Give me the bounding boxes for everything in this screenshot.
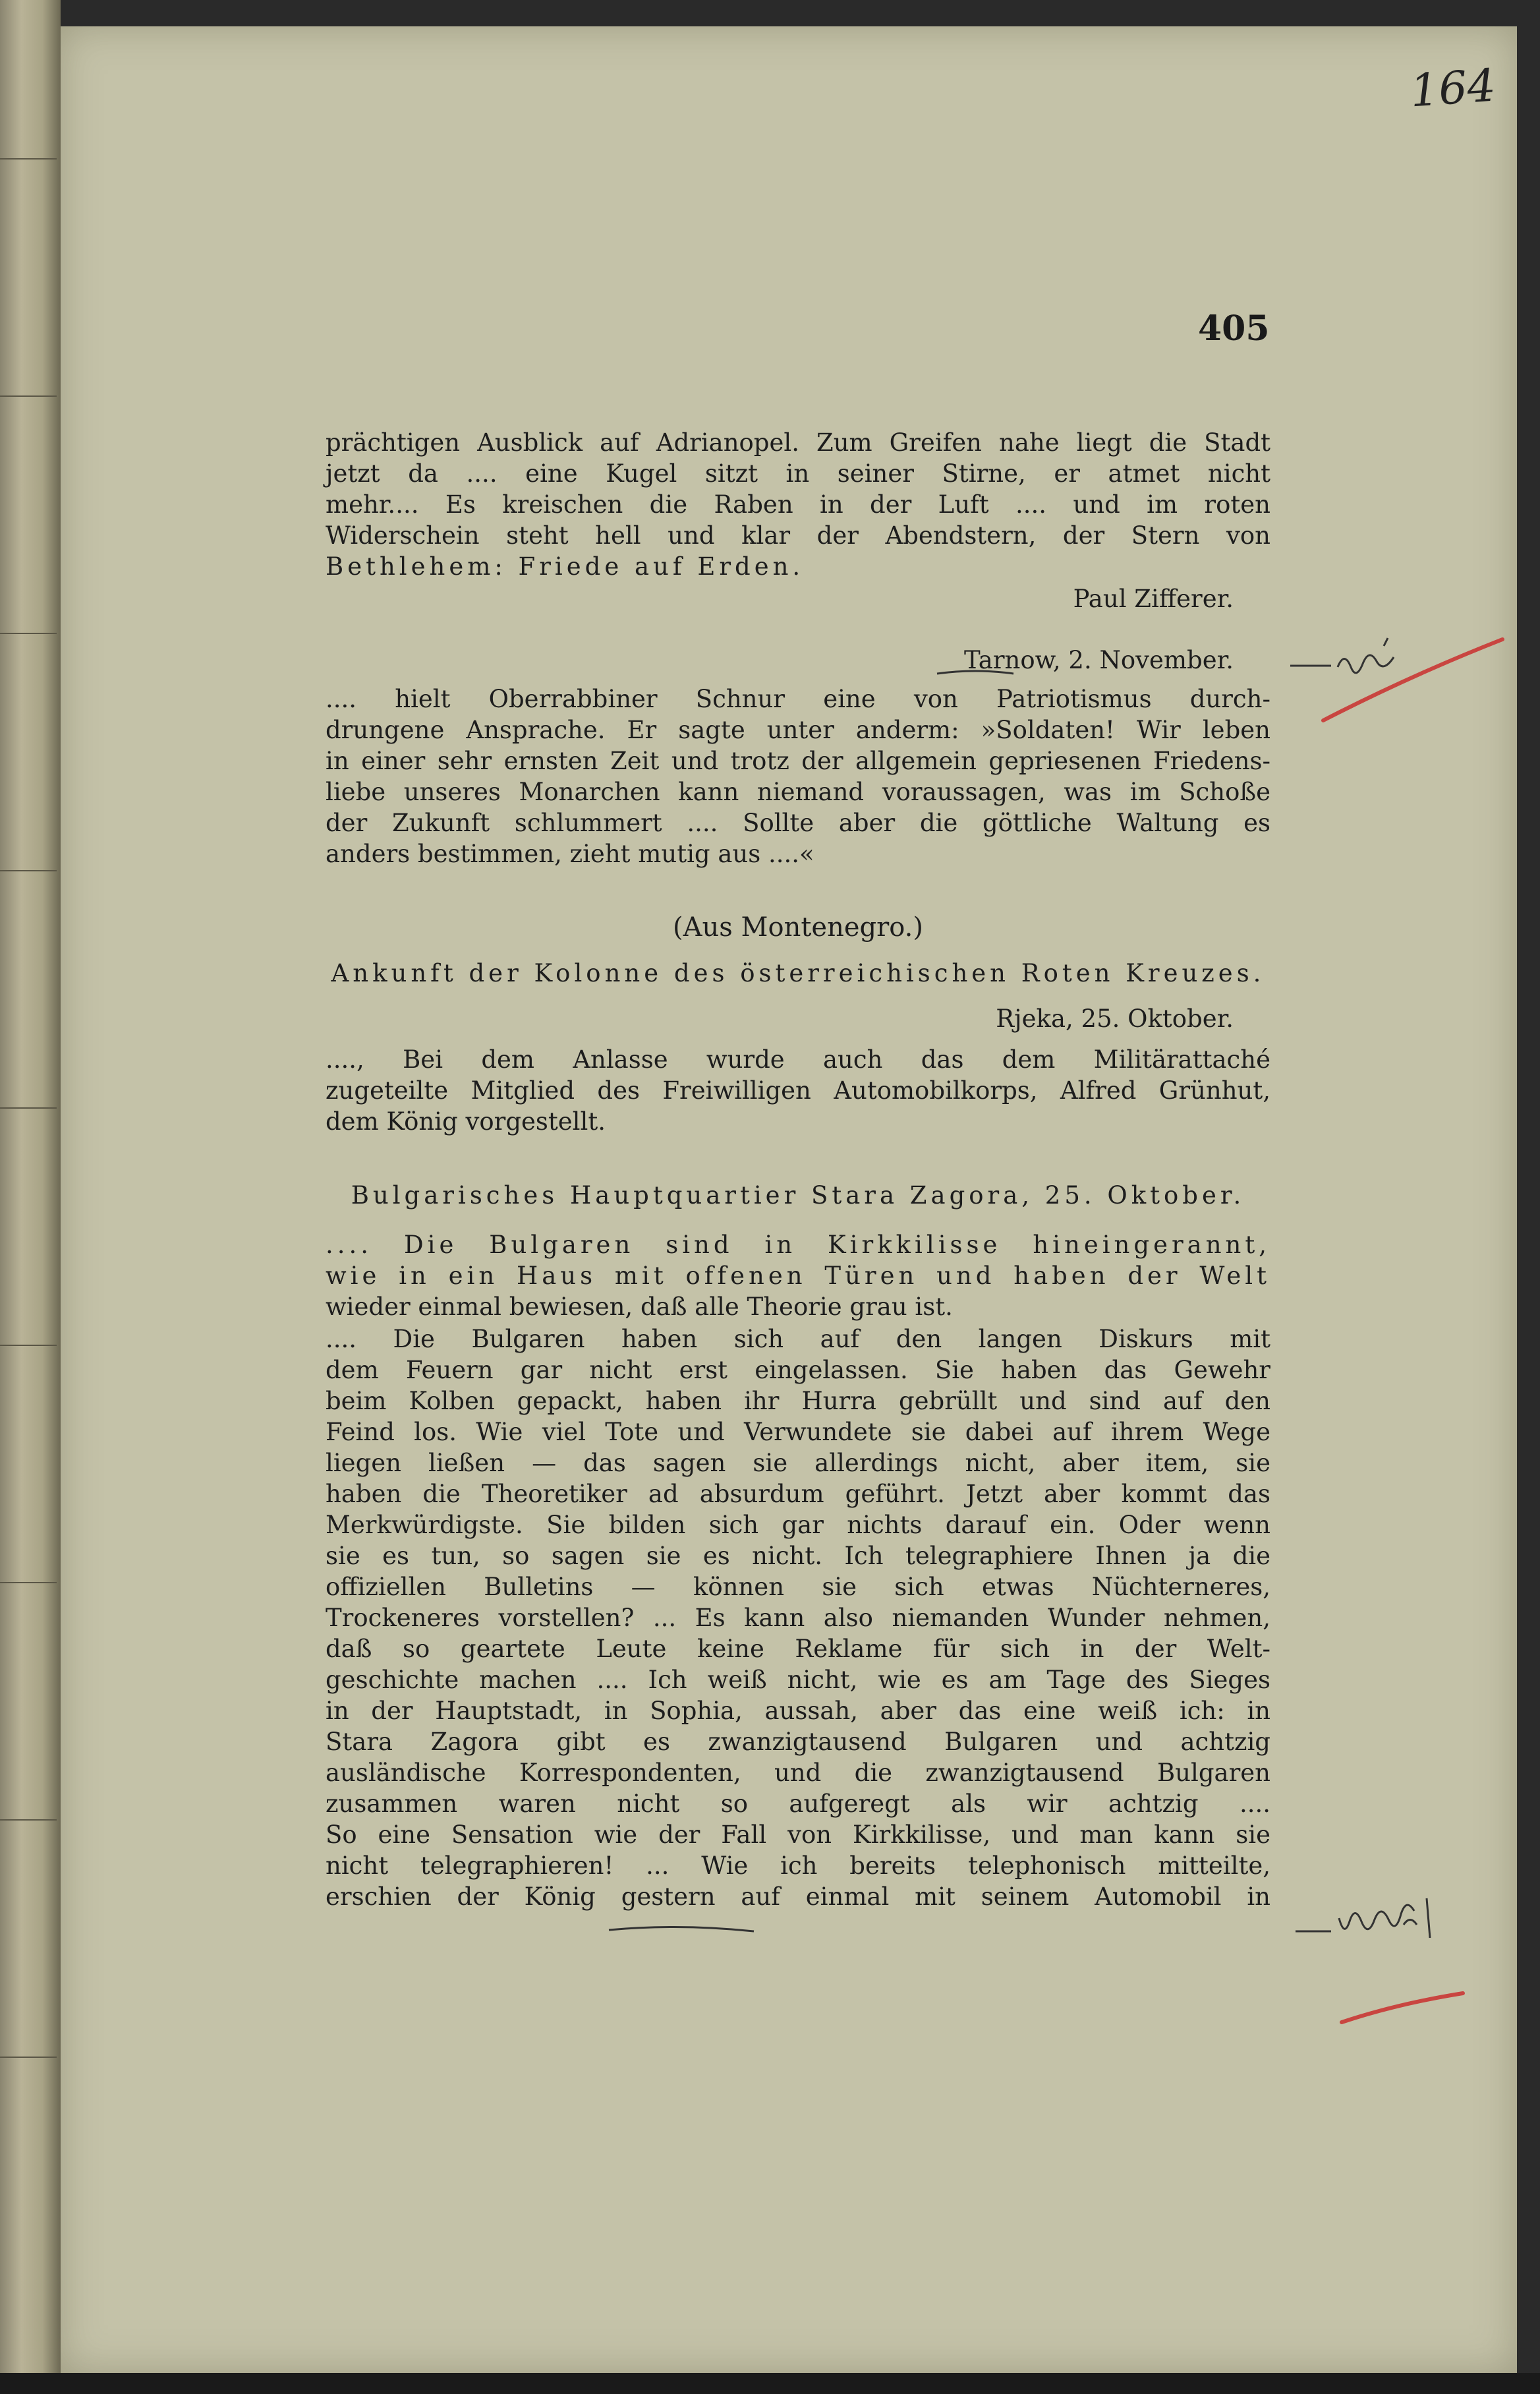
text-line: mehr.... Es kreischen die Raben in der Luft .... und im roten bbox=[326, 490, 1270, 519]
text-line: prächtigen Ausblick auf Adrianopel. Zum Greifen nahe liegt die Stadt bbox=[326, 428, 1270, 457]
text-line: sie es tun, so sagen sie es nicht. Ich telegraphiere Ihnen ja die bbox=[326, 1542, 1270, 1570]
red-pencil-stroke-icon bbox=[1318, 636, 1509, 728]
book-binding-edge bbox=[0, 0, 61, 2394]
dateline-rjeka: Rjeka, 25. Oktober. bbox=[996, 1005, 1234, 1033]
text-line: Feind los. Wie viel Tote und Verwundete sie dabei auf ihrem Wege bbox=[326, 1418, 1270, 1446]
text-line: liebe unseres Monarchen kann niemand voraussagen, was im Schoße bbox=[326, 778, 1270, 806]
text-line: Merkwürdigste. Sie bilden sich gar nichts darauf ein. Oder wenn bbox=[326, 1511, 1270, 1539]
text-line: liegen ließen — das sagen sie allerdings nicht, aber item, sie bbox=[326, 1449, 1270, 1477]
subheading-red-cross-column: Ankunft der Kolonne des österreichischen Roten Kreuzes. bbox=[331, 959, 1265, 987]
text-line: daß so geartete Leute keine Reklame für sich in der Welt- bbox=[326, 1635, 1270, 1663]
text-line: wieder einmal bewiesen, daß alle Theorie grau ist. bbox=[326, 1293, 953, 1321]
text-line: geschichte machen .... Ich weiß nicht, wie es am Tage des Sieges bbox=[326, 1666, 1270, 1694]
text-line: der Zukunft schlummert .... Sollte aber die göttliche Waltung es bbox=[326, 809, 1270, 837]
text-line: offiziellen Bulletins — können sie sich etwas Nüchterneres, bbox=[326, 1573, 1270, 1601]
text-line: wie in ein Haus mit offenen Türen und haben der Welt bbox=[326, 1262, 1270, 1290]
text-line: Widerschein steht hell und klar der Abendstern, der Stern von bbox=[326, 521, 1270, 550]
page-number: 405 bbox=[1198, 308, 1270, 349]
text-line: zusammen waren nicht so aufgeregt als wir achtzig .... bbox=[326, 1790, 1270, 1818]
archive-folio-number: 164 bbox=[1408, 59, 1498, 118]
text-line: nicht telegraphieren! ... Wie ich bereits telephonisch mitteilte, bbox=[326, 1852, 1270, 1880]
text-line: Bethlehem: Friede auf Erden. bbox=[326, 552, 805, 581]
text-line: haben die Theoretiker ad absurdum geführt. Jetzt aber kommt das bbox=[326, 1480, 1270, 1508]
text-line: dem König vorgestellt. bbox=[326, 1107, 606, 1136]
text-line: ausländische Korrespondenten, und die zwanzigtausend Bulgaren bbox=[326, 1759, 1270, 1787]
text-line: .... Die Bulgaren sind in Kirkkilisse hineingerannt, bbox=[326, 1231, 1270, 1259]
text-line: .... Die Bulgaren haben sich auf den langen Diskurs mit bbox=[326, 1325, 1270, 1353]
dateline-tarnow: Tarnow, 2. November. bbox=[963, 646, 1234, 674]
scan-bottom-edge bbox=[0, 2373, 1540, 2394]
text-line: dem Feuern gar nicht erst eingelassen. Sie haben das Gewehr bbox=[326, 1356, 1270, 1384]
text-line: anders bestimmen, zieht mutig aus ....« bbox=[326, 840, 814, 868]
text-line: So eine Sensation wie der Fall von Kirkkilisse, und man kann sie bbox=[326, 1821, 1270, 1849]
text-line: .... hielt Oberrabbiner Schnur eine von Patriotismus durch- bbox=[326, 685, 1270, 713]
text-line: beim Kolben gepackt, haben ihr Hurra gebrüllt und sind auf den bbox=[326, 1387, 1270, 1415]
text-line: jetzt da .... eine Kugel sitzt in seiner Stirne, er atmet nicht bbox=[326, 459, 1270, 488]
pencil-underline-icon bbox=[936, 667, 1015, 680]
author-signature: Paul Zifferer. bbox=[1073, 585, 1234, 613]
text-line: Stara Zagora gibt es zwanzigtausend Bulgaren und achtzig bbox=[326, 1728, 1270, 1756]
text-line: erschien der König gestern auf einmal mit seinem Automobil in bbox=[326, 1883, 1270, 1911]
red-pencil-stroke-icon bbox=[1338, 1984, 1469, 2030]
pencil-underline-icon bbox=[606, 1918, 758, 1938]
pencil-margin-scribble-icon bbox=[1292, 1872, 1509, 1951]
text-line: in einer sehr ernsten Zeit und trotz der allgemein gepriesenen Friedens- bbox=[326, 747, 1270, 775]
text-line: drungene Ansprache. Er sagte unter anderm: »Soldaten! Wir leben bbox=[326, 716, 1270, 744]
text-line: Trockeneres vorstellen? ... Es kann also niemanden Wunder nehmen, bbox=[326, 1604, 1270, 1632]
dateline-stara-zagora: Bulgarisches Hauptquartier Stara Zagora, 25. Oktober. bbox=[351, 1181, 1245, 1210]
section-heading-montenegro: (Aus Montenegro.) bbox=[673, 912, 923, 943]
text-line: ...., Bei dem Anlasse wurde auch das dem Militärattaché bbox=[326, 1045, 1270, 1074]
text-line: zugeteilte Mitglied des Freiwilligen Automobilkorps, Alfred Grünhut, bbox=[326, 1076, 1270, 1105]
text-line: in der Hauptstadt, in Sophia, aussah, aber das eine weiß ich: in bbox=[326, 1697, 1270, 1725]
